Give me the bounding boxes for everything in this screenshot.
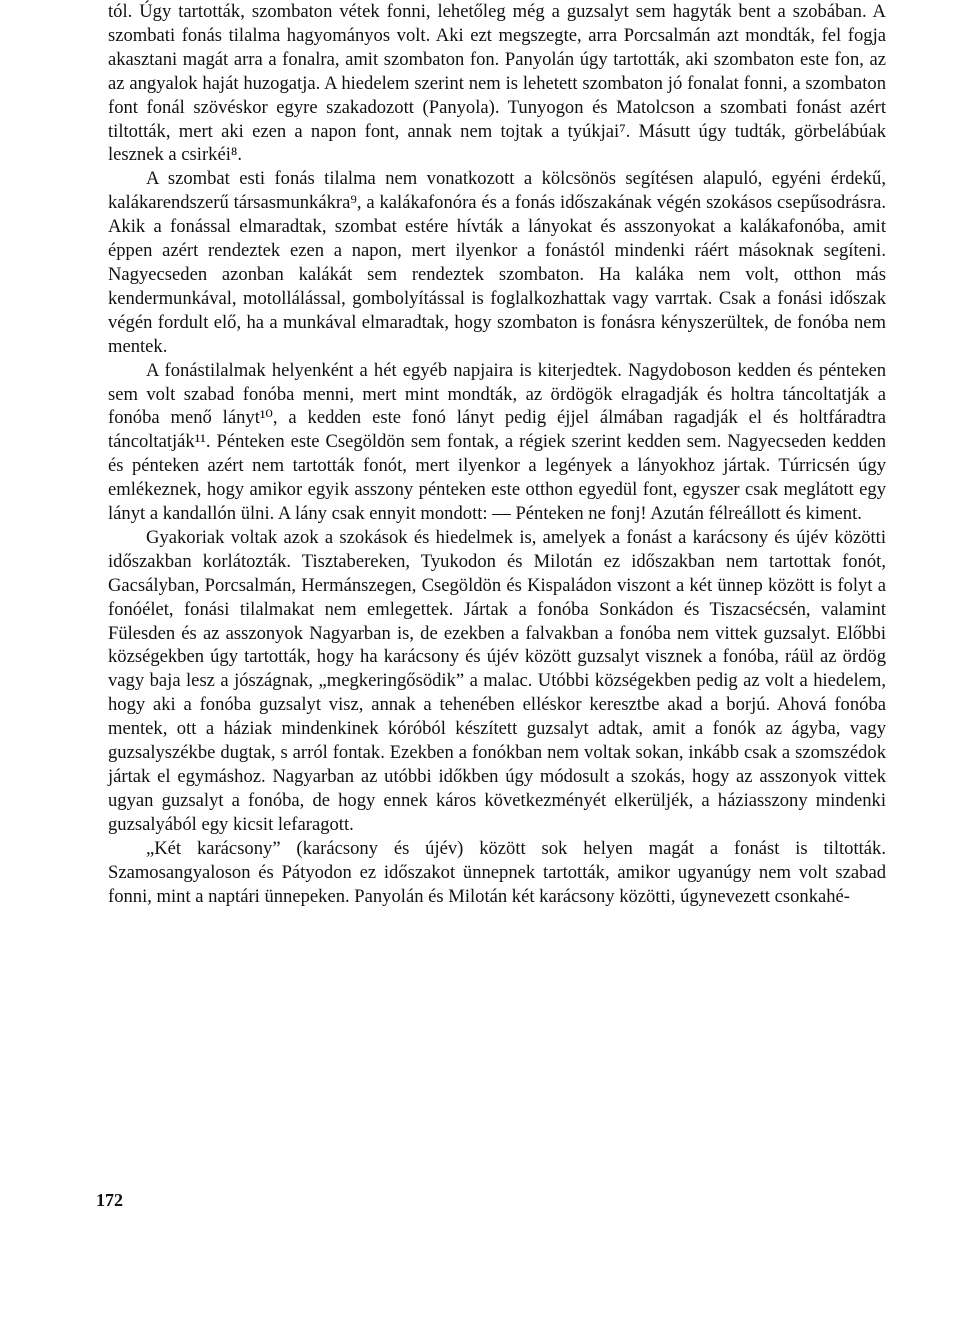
page-number: 172 [96, 1190, 123, 1210]
page-body [108, 0, 886, 908]
paragraph-1: tól. Úgy tartották, szombaton vétek fonni, lehetőleg még a guzsalyt sem hagyták bent a szobában. A szombati fonás tilalma hagyományos volt. Aki ezt megszegte, arra Porcsalmán azt mondták, fel fogja akasztani magát arra a fonalra, amit szombaton fon. Panyolán úgy tartották, aki szombaton este fon, az az angyalok haját huzogatja. A hiedelem szerint nem is lehetett szombaton jó fonalat fonni, a szombaton font fonál szövéskor egyre szakadozott (Panyola). Tunyogon és Matolcson a szombati fonást azért tiltották, mert aki ezen a napon font, annak nem tojtak a tyúkjai⁷. Másutt úgy tudták, görbelábúak lesznek a csirkéi⁸. [108, 1, 886, 166]
paragraph-2: A szombat esti fonás tilalma nem vonatkozott a kölcsönös segítésen alapuló, egyéni érdekű, kalákarendszerű társasmunkákra⁹, a kalákafonóra és a fonás időszakának végén szokásos csepűsodrásra. Akik a fonással elmaradtak, szombat estére hívták a lányokat és asszonyokat a kalákafonóba, amit éppen azért rendeztek ezen a napon, mert ilyenkor a fonástól mindenki ráért másoknak segíteni. Nagyecseden azonban kalákát sem rendeztek szombaton. Ha kaláka nem volt, otthon más kendermunkával, motollálással, gombolyítással is foglalkozhattak vagy varrtak. Csak a fonási időszak végén fordult elő, ha a munkával elmaradtak, hogy szombaton is fonásra kényszerültek, de fonóba nem mentek. [108, 168, 886, 357]
paragraph-3: A fonástilalmak helyenként a hét egyéb napjaira is kiterjedtek. Nagydoboson kedden és pénteken sem volt szabad fonóba menni, mert mint mondták, az ördögök elragadják és holtra táncoltatják a fonóba menő lányt¹⁰, a kedden este fonó lányt pedig éjjel álmában ragadják el és holtfáradtra táncoltatják¹¹. Pénteken este Csegöldön sem fontak, a régiek szerint kedden sem. Nagyecseden kedden és pénteken azért nem tartották fonót, mert ilyenkor a legények a lányokhoz jártak. Túrricsén úgy emlékeznek, hogy amikor egyik asszony pénteken este otthon egyedül font, egyszer csak meglátott egy lányt a kandallón ülni. A lány csak ennyit mondott: — Pénteken ne fonj! Azután félreállott és kiment. [108, 359, 886, 525]
paragraph-4: Gyakoriak voltak azok a szokások és hiedelmek is, amelyek a fonást a karácsony és újév közötti időszakban korlátozták. Tisztabereken, Tyukodon és Milotán ez időszakban nem tartottak fonót, Gacsályban, Porcsalmán, Hermánszegen, Csegöldön és Kispaládon viszont a két ünnep között is folyt a fonóélet, fonási tilalmakat nem emlegettek. Jártak a fonóba Sonkádon és Tiszacsécsén, valamint Fülesden és az asszonyok Nagyarban is, de ezekben a falvakban a fonóba nem vittek guzsalyt. Előbbi községekben úgy tartották, hogy ha karácsony és újév között guzsalyt visznek a fonóba, ráül az ördög vagy baja lesz a jószágnak, „megkeringősödik” a malac. Utóbbi községekben pedig az volt a hiedelem, hogy aki a fonóba guzsalyt visz, annak a tehenében elléskor keresztbe akad a borjú. Ahová fonóba mentek, ott a háziak mindenkinek kóróból készített guzsalyt adtak, amit a fonók az ágyba, vagy guzsalyszékbe dugtak, s arról fontak. Ezekben a fonókban nem voltak sokan, inkább csak a szomszédok jártak el egymáshoz. Nagyarban az utóbbi időkben úgy módosult a szokás, hogy az asszonyok vittek ugyan guzsalyt a fonóba, de hogy ennek káros következményét elkerüljék, a háziasszony mindenki guzsalyából egy kicsit lefaragott. [108, 526, 886, 835]
paragraph-5: „Két karácsony” (karácsony és újév) között sok helyen magát a fonást is tiltották. Szamosangyaloson és Pátyodon ez időszakot ünnepnek tartották, amikor ugyanúgy nem volt szabad fonni, mint a naptári ünnepeken. Panyolán és Milotán két karácsony közötti, úgynevezett csonkahé- [108, 837, 886, 907]
